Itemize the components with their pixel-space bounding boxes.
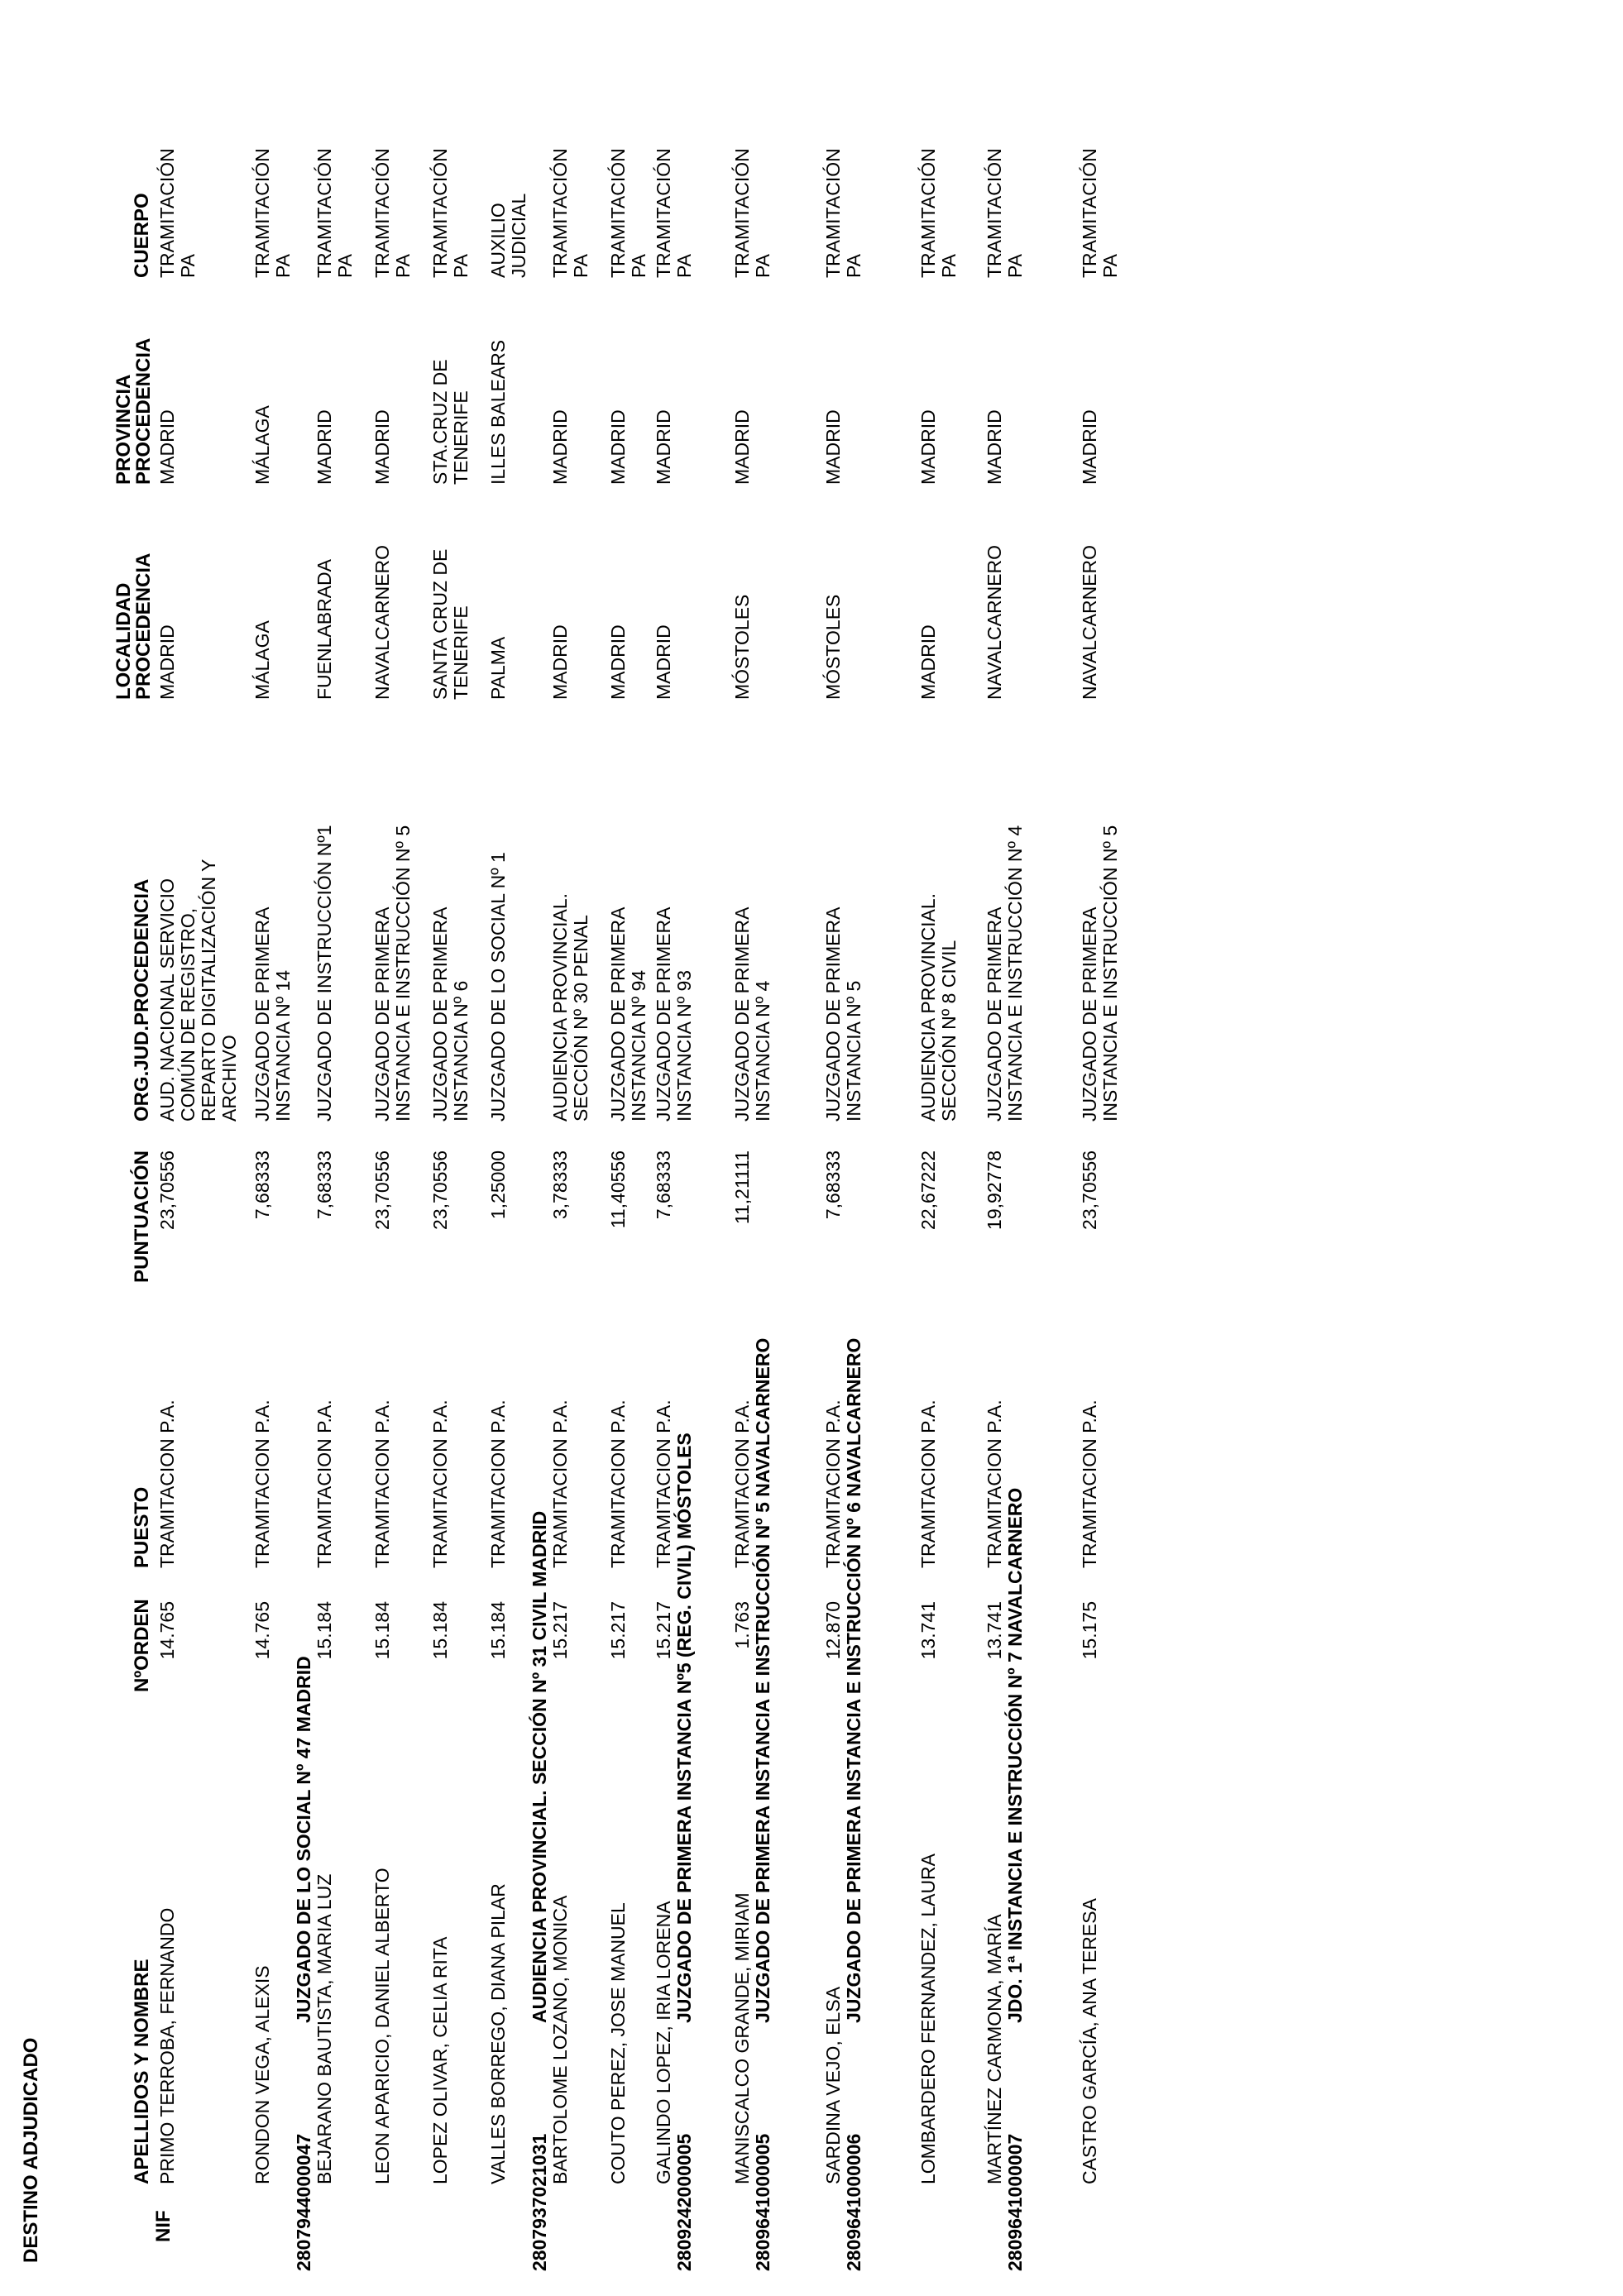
puntuacion-cell: 11,40556 bbox=[607, 1150, 629, 1229]
puntuacion-cell: 7,68333 bbox=[822, 1150, 844, 1220]
cuerpo-cell: TRAMITACIÓN PA bbox=[371, 148, 414, 278]
puntuacion-cell: 1,25000 bbox=[487, 1150, 509, 1220]
localidad-cell: MÓSTOLES bbox=[731, 594, 753, 700]
document-title: DESTINO ADJUDICADO bbox=[20, 2037, 42, 2263]
org-procedencia-cell: JUZGADO DE LO SOCIAL Nº 1 bbox=[487, 852, 509, 1122]
nombre-cell: MARTÍNEZ CARMONA, MARÍA bbox=[984, 1914, 1005, 2184]
cuerpo-cell: TRAMITACIÓN PA bbox=[917, 148, 960, 278]
puntuacion-cell: 11,21111 bbox=[731, 1150, 753, 1225]
puesto-cell: TRAMITACION P.A. bbox=[314, 1399, 335, 1568]
puntuacion-cell: 23,70556 bbox=[429, 1150, 451, 1230]
org-procedencia-cell: JUZGADO DE PRIMERA INSTANCIA E INSTRUCCIÓN Nº 5 bbox=[1079, 825, 1121, 1122]
puesto-cell: TRAMITACION P.A. bbox=[429, 1399, 451, 1568]
org-procedencia-cell: JUZGADO DE PRIMERA INSTANCIA Nº 93 bbox=[653, 906, 695, 1122]
orden-cell: 15.184 bbox=[429, 1601, 451, 1660]
header-provincia: PROVINCIA PROCEDENCIA bbox=[113, 337, 155, 485]
provincia-cell: MADRID bbox=[731, 409, 753, 485]
header-org: ORG.JUD.PROCEDENCIA bbox=[131, 878, 153, 1122]
nombre-cell: SARDINA VEJO, ELSA bbox=[822, 1986, 844, 2184]
nombre-cell: LOMBARDERO FERNANDEZ, LAURA bbox=[917, 1853, 939, 2184]
nombre-cell: VALLES BORREGO, DIANA PILAR bbox=[487, 1883, 509, 2184]
cuerpo-cell: TRAMITACIÓN PA bbox=[314, 148, 356, 278]
puntuacion-cell: 23,70556 bbox=[156, 1150, 178, 1230]
localidad-cell: NAVALCARNERO bbox=[1079, 544, 1100, 700]
cuerpo-cell: TRAMITACIÓN PA bbox=[429, 148, 472, 278]
localidad-cell: MÁLAGA bbox=[251, 620, 273, 700]
nombre-cell: LOPEZ OLIVAR, CELIA RITA bbox=[429, 1936, 451, 2184]
nombre-cell: COUTO PEREZ, JOSE MANUEL bbox=[607, 1902, 629, 2184]
puntuacion-cell: 7,68333 bbox=[251, 1150, 273, 1220]
section-nif: 2807944000047 bbox=[293, 2133, 314, 2271]
section-title: JDO. 1ª INSTANCIA E INSTRUCCIÓN Nº 7 NAVALCARNERO bbox=[1004, 1487, 1026, 2023]
nombre-cell: MANISCALCO GRANDE, MIRIAM bbox=[731, 1892, 753, 2184]
section-nif: 2809242000005 bbox=[673, 2133, 695, 2271]
orden-cell: 15.184 bbox=[487, 1601, 509, 1660]
nombre-cell: RONDON VEGA, ALEXIS bbox=[251, 1965, 273, 2184]
org-procedencia-cell: JUZGADO DE PRIMERA INSTANCIA Nº 14 bbox=[251, 906, 294, 1122]
puesto-cell: TRAMITACION P.A. bbox=[1079, 1399, 1100, 1568]
puntuacion-cell: 3,78333 bbox=[549, 1150, 571, 1220]
provincia-cell: ILLES BALEARS bbox=[487, 339, 509, 485]
cuerpo-cell: TRAMITACIÓN PA bbox=[1079, 148, 1121, 278]
puesto-cell: TRAMITACION P.A. bbox=[156, 1399, 178, 1568]
orden-cell: 12.870 bbox=[822, 1601, 844, 1660]
puntuacion-cell: 23,70556 bbox=[1079, 1150, 1100, 1230]
puntuacion-cell: 7,68333 bbox=[314, 1150, 335, 1220]
localidad-cell: NAVALCARNERO bbox=[371, 544, 393, 700]
provincia-cell: MADRID bbox=[371, 409, 393, 485]
localidad-cell: MADRID bbox=[653, 624, 674, 700]
nombre-cell: PRIMO TERROBA, FERNANDO bbox=[156, 1907, 178, 2184]
cuerpo-cell: TRAMITACIÓN PA bbox=[549, 148, 591, 278]
section-title: JUZGADO DE LO SOCIAL Nº 47 MADRID bbox=[293, 1656, 314, 2023]
provincia-cell: MÁLAGA bbox=[251, 405, 273, 485]
provincia-cell: MADRID bbox=[984, 409, 1005, 485]
puntuacion-cell: 23,70556 bbox=[371, 1150, 393, 1230]
orden-cell: 1.763 bbox=[731, 1601, 753, 1649]
org-procedencia-cell: JUZGADO DE PRIMERA INSTANCIA Nº 5 bbox=[822, 906, 864, 1122]
puntuacion-cell: 22,67222 bbox=[917, 1150, 939, 1230]
header-puntuacion: PUNTUACIÓN bbox=[131, 1150, 153, 1283]
localidad-cell: SANTA CRUZ DE TENERIFE bbox=[429, 548, 472, 700]
orden-cell: 15.184 bbox=[371, 1601, 393, 1660]
puesto-cell: TRAMITACION P.A. bbox=[251, 1399, 273, 1568]
header-nif: NIF bbox=[152, 2210, 175, 2242]
org-procedencia-cell: JUZGADO DE PRIMERA INSTANCIA E INSTRUCCIÓN Nº 4 bbox=[984, 825, 1026, 1122]
header-orden: NºORDEN bbox=[131, 1599, 153, 1692]
cuerpo-cell: TRAMITACIÓN PA bbox=[822, 148, 864, 278]
localidad-cell: MADRID bbox=[549, 624, 571, 700]
puesto-cell: TRAMITACION P.A. bbox=[371, 1399, 393, 1568]
header-nombre: APELLIDOS Y NOMBRE bbox=[131, 1959, 153, 2184]
org-procedencia-cell: AUD. NACIONAL SERVICIO COMÚN DE REGISTRO, REPARTO DIGITALIZACIÓN Y ARCHIVO bbox=[156, 859, 240, 1122]
localidad-cell: MADRID bbox=[156, 624, 178, 700]
section-title: JUZGADO DE PRIMERA INSTANCIA E INSTRUCCIÓN Nº 5 NAVALCARNERO bbox=[752, 1337, 773, 2023]
header-puesto: PUESTO bbox=[131, 1486, 153, 1568]
provincia-cell: MADRID bbox=[1079, 409, 1100, 485]
puesto-cell: TRAMITACION P.A. bbox=[487, 1399, 509, 1568]
orden-cell: 15.217 bbox=[653, 1601, 674, 1660]
header-localidad: LOCALIDAD PROCEDENCIA bbox=[113, 552, 155, 700]
section-nif: 2809641000007 bbox=[1004, 2133, 1026, 2271]
puntuacion-cell: 7,68333 bbox=[653, 1150, 674, 1220]
nombre-cell: BARTOLOME LOZANO, MONICA bbox=[549, 1895, 571, 2184]
orden-cell: 14.765 bbox=[251, 1601, 273, 1660]
cuerpo-cell: TRAMITACIÓN PA bbox=[653, 148, 695, 278]
org-procedencia-cell: AUDIENCIA PROVINCIAL. SECCIÓN Nº 8 CIVIL bbox=[917, 892, 960, 1122]
localidad-cell: FUENLABRADA bbox=[314, 559, 335, 700]
provincia-cell: MADRID bbox=[156, 409, 178, 485]
puesto-cell: TRAMITACION P.A. bbox=[984, 1399, 1005, 1568]
provincia-cell: MADRID bbox=[607, 409, 629, 485]
puesto-cell: TRAMITACION P.A. bbox=[917, 1399, 939, 1568]
puesto-cell: TRAMITACION P.A. bbox=[653, 1399, 674, 1568]
section-nif: 2807937021031 bbox=[529, 2133, 550, 2271]
provincia-cell: STA.CRUZ DE TENERIFE bbox=[429, 359, 472, 485]
puesto-cell: TRAMITACION P.A. bbox=[549, 1399, 571, 1568]
orden-cell: 15.184 bbox=[314, 1601, 335, 1660]
puesto-cell: TRAMITACION P.A. bbox=[822, 1399, 844, 1568]
orden-cell: 15.217 bbox=[549, 1601, 571, 1660]
localidad-cell: MADRID bbox=[917, 624, 939, 700]
cuerpo-cell: TRAMITACIÓN PA bbox=[731, 148, 773, 278]
nombre-cell: CASTRO GARCÍA, ANA TERESA bbox=[1079, 1898, 1100, 2184]
orden-cell: 15.217 bbox=[607, 1601, 629, 1660]
cuerpo-cell: TRAMITACIÓN PA bbox=[156, 148, 199, 278]
section-title: JUZGADO DE PRIMERA INSTANCIA E INSTRUCCIÓN Nº 6 NAVALCARNERO bbox=[843, 1337, 864, 2023]
header-cuerpo: CUERPO bbox=[131, 193, 153, 278]
cuerpo-cell: AUXILIO JUDICIAL bbox=[487, 193, 529, 278]
provincia-cell: MADRID bbox=[314, 409, 335, 485]
localidad-cell: MÓSTOLES bbox=[822, 594, 844, 700]
puntuacion-cell: 19,92778 bbox=[984, 1150, 1005, 1230]
orden-cell: 13.741 bbox=[984, 1601, 1005, 1660]
puesto-cell: TRAMITACION P.A. bbox=[607, 1399, 629, 1568]
org-procedencia-cell: JUZGADO DE PRIMERA INSTANCIA Nº 94 bbox=[607, 906, 649, 1122]
section-title: AUDIENCIA PROVINCIAL. SECCIÓN Nº 31 CIVIL MADRID bbox=[529, 1510, 550, 2023]
cuerpo-cell: TRAMITACIÓN PA bbox=[251, 148, 294, 278]
nombre-cell: BEJARANO BAUTISTA, MARIA LUZ bbox=[314, 1873, 335, 2184]
provincia-cell: MADRID bbox=[917, 409, 939, 485]
org-procedencia-cell: JUZGADO DE PRIMERA INSTANCIA E INSTRUCCIÓN Nº 5 bbox=[371, 825, 414, 1122]
section-nif: 2809641000005 bbox=[752, 2133, 773, 2271]
localidad-cell: MADRID bbox=[607, 624, 629, 700]
orden-cell: 14.765 bbox=[156, 1601, 178, 1660]
provincia-cell: MADRID bbox=[549, 409, 571, 485]
orden-cell: 13.741 bbox=[917, 1601, 939, 1660]
org-procedencia-cell: JUZGADO DE PRIMERA INSTANCIA Nº 4 bbox=[731, 906, 773, 1122]
orden-cell: 15.175 bbox=[1079, 1601, 1100, 1660]
section-nif: 2809641000006 bbox=[843, 2133, 864, 2271]
org-procedencia-cell: JUZGADO DE PRIMERA INSTANCIA Nº 6 bbox=[429, 906, 472, 1122]
provincia-cell: MADRID bbox=[653, 409, 674, 485]
org-procedencia-cell: AUDIENCIA PROVINCIAL. SECCIÓN Nº 30 PENAL bbox=[549, 892, 591, 1122]
nombre-cell: LEON APARICIO, DANIEL ALBERTO bbox=[371, 1868, 393, 2184]
cuerpo-cell: TRAMITACIÓN PA bbox=[607, 148, 649, 278]
puesto-cell: TRAMITACION P.A. bbox=[731, 1399, 753, 1568]
provincia-cell: MADRID bbox=[822, 409, 844, 485]
cuerpo-cell: TRAMITACIÓN PA bbox=[984, 148, 1026, 278]
section-title: JUZGADO DE PRIMERA INSTANCIA Nº5 (REG. CIVIL) MÓSTOLES bbox=[673, 1433, 695, 2023]
localidad-cell: PALMA bbox=[487, 636, 509, 700]
org-procedencia-cell: JUZGADO DE INSTRUCCIÓN Nº1 bbox=[314, 825, 335, 1122]
nombre-cell: GALINDO LOPEZ, IRIA LORENA bbox=[653, 1901, 674, 2184]
localidad-cell: NAVALCARNERO bbox=[984, 544, 1005, 700]
